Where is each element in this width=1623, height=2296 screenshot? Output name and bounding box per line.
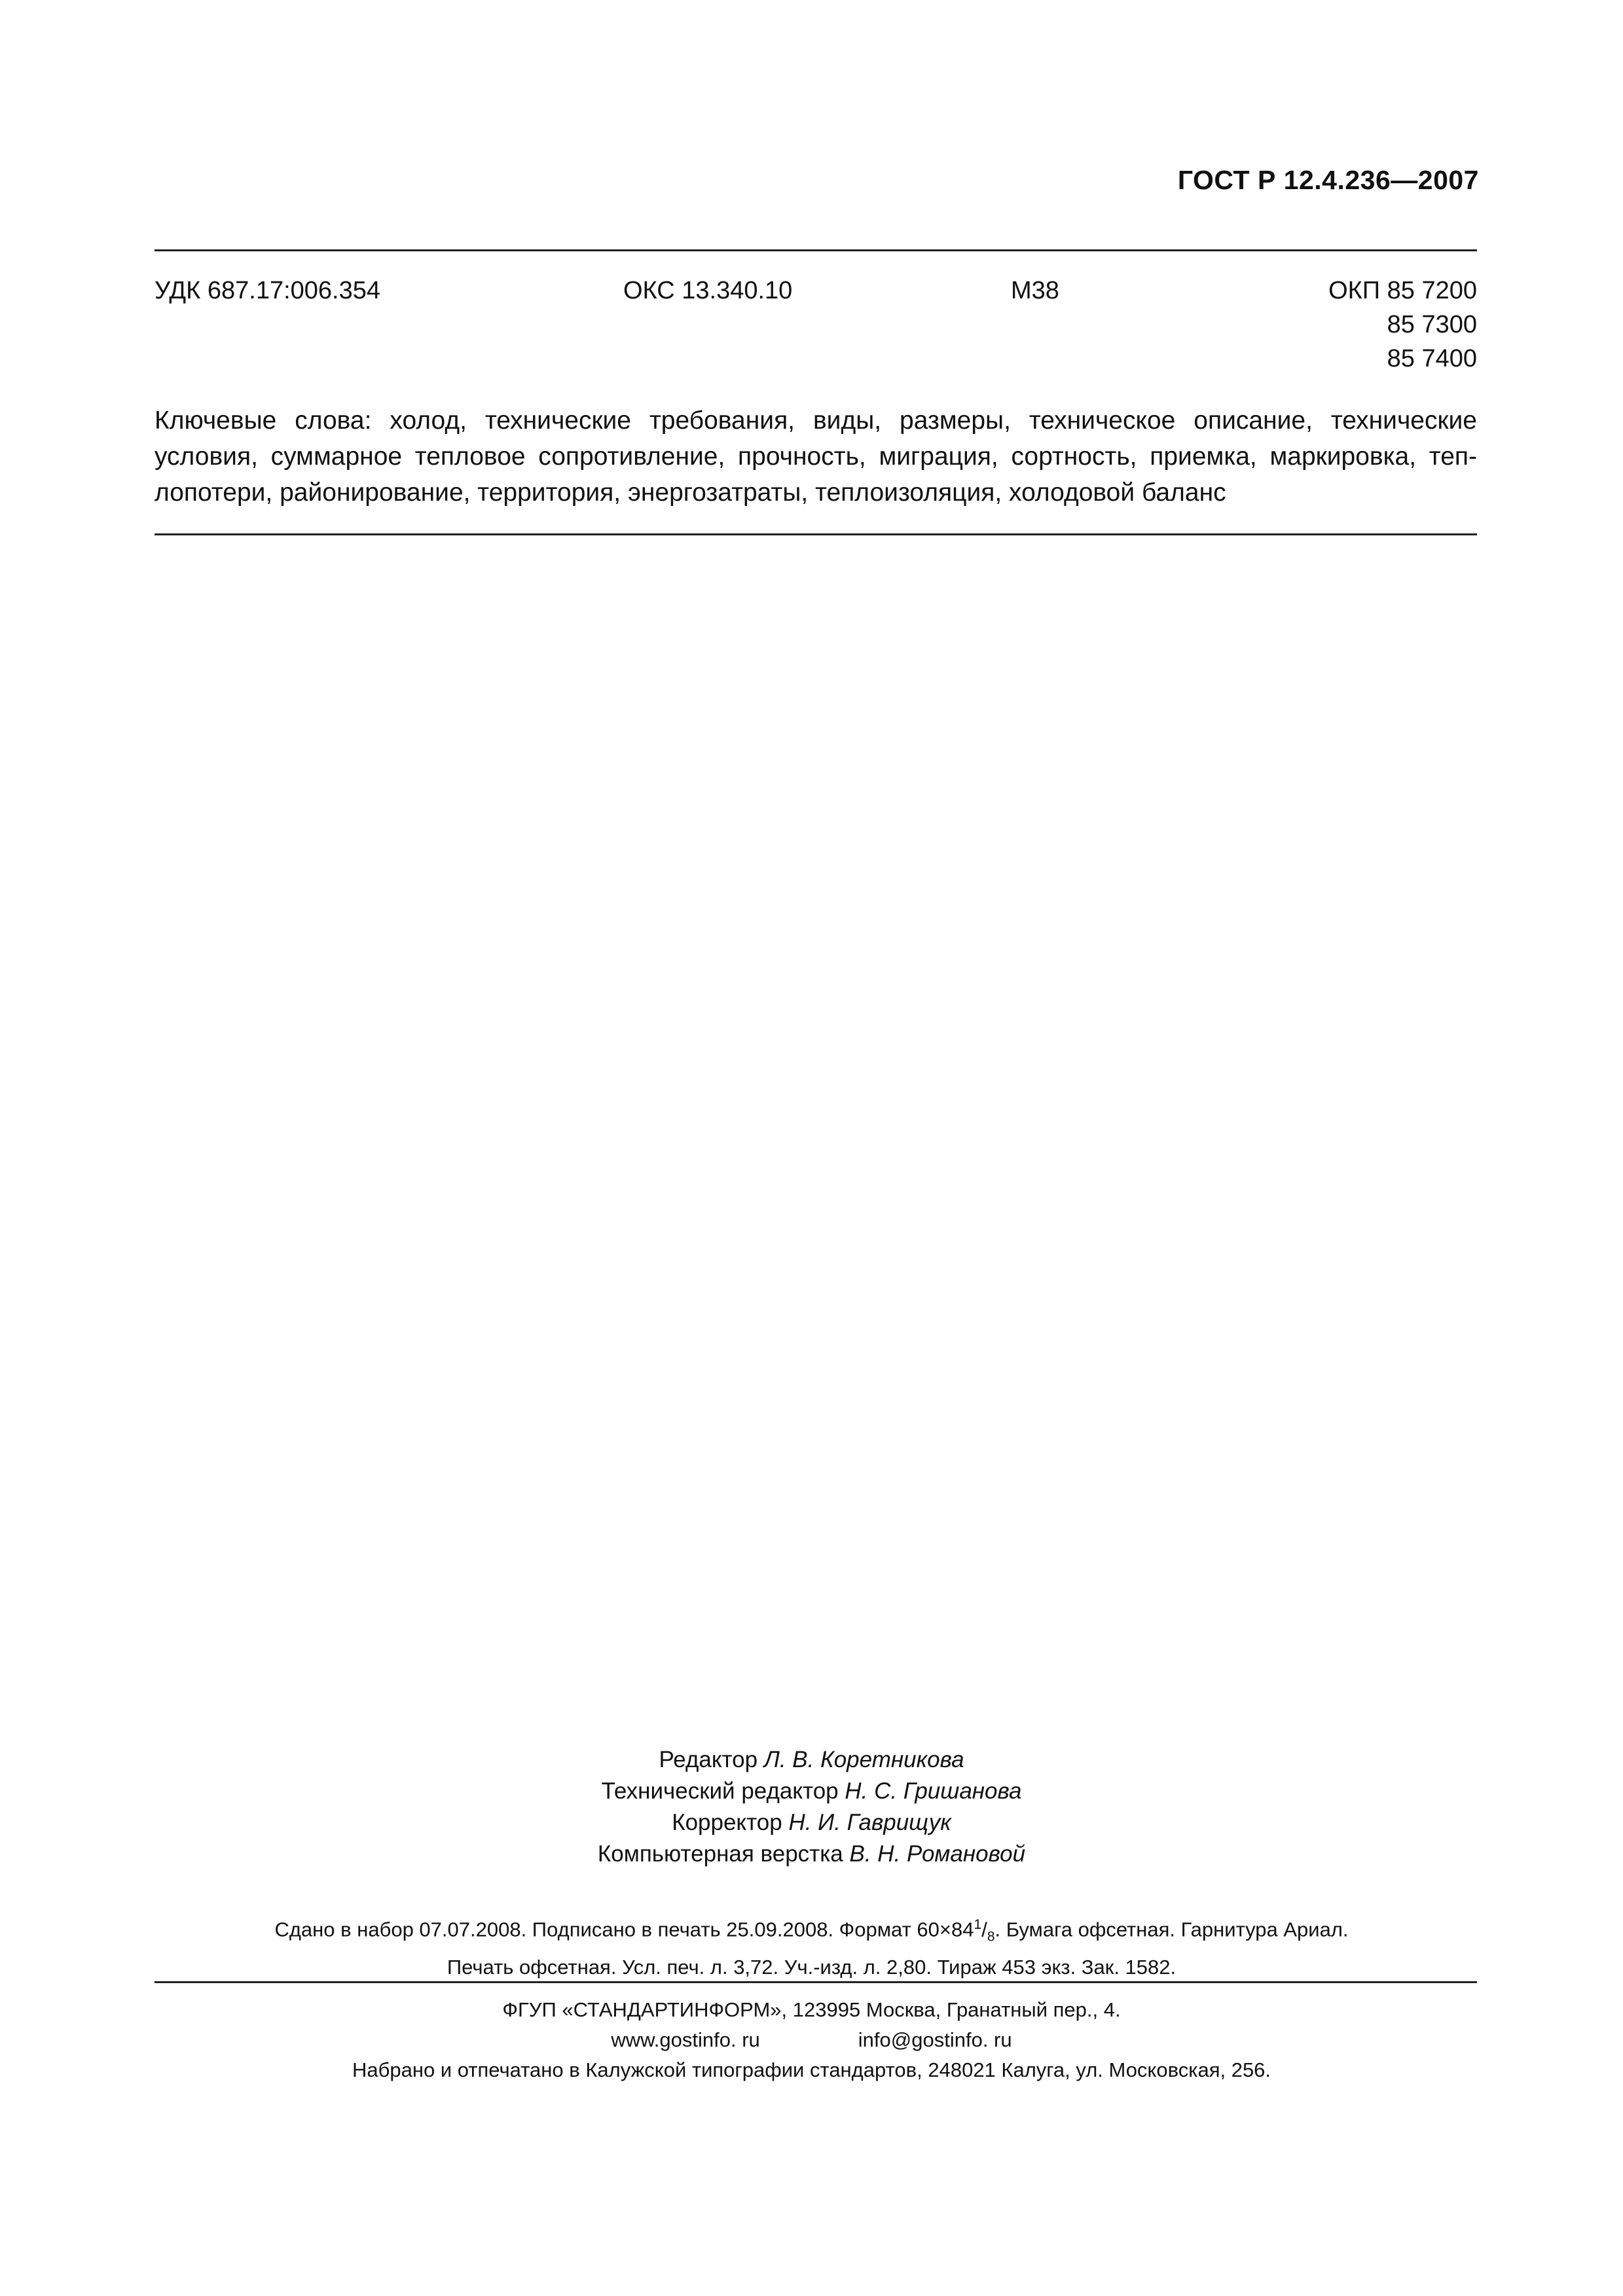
credit-line-proofreader [0, 1807, 1623, 1839]
print-info-text-cont: . Бумага офсетная. Гарнитура Ариал. [994, 1918, 1349, 1941]
credit-role: Редактор [659, 1747, 758, 1772]
credit-role: Корректор [672, 1810, 782, 1835]
credit-name: Л. В. Коретникова [763, 1747, 964, 1772]
footer-divider [155, 1981, 1477, 1983]
publisher-address: ФГУП «СТАНДАРТИНФОРМ», 123995 Москва, Гранатный пер., 4. [502, 1998, 1121, 2021]
okp-code-3: 85 7400 [1387, 345, 1477, 372]
credits-block [0, 1744, 1623, 1870]
top-divider [155, 249, 1477, 251]
email-link[interactable]: info@gostinfo. ru [858, 2028, 1012, 2051]
credit-line-tech-editor [0, 1776, 1623, 1807]
publisher-info [0, 1995, 1623, 2085]
udk-code: УДК 687.17:006.354 [155, 277, 381, 304]
gost-number: ГОСТ Р 12.4.236—2007 [1177, 165, 1479, 195]
website-link[interactable]: www.gostinfo. ru [611, 2028, 760, 2051]
print-info-line-2: Печать офсетная. Усл. печ. л. 3,72. Уч.-изд. л. 2,80. Тираж 453 экз. Зак. 1582. [447, 1955, 1176, 1979]
credit-line-editor [0, 1744, 1623, 1776]
print-info [0, 1910, 1623, 1982]
credit-line-layout [0, 1839, 1623, 1870]
credit-name: Н. С. Гришанова [845, 1778, 1022, 1804]
print-info-line-1 [0, 1910, 1623, 1952]
oks-code: ОКС 13.340.10 [623, 277, 793, 304]
okp-code-2: 85 7300 [1387, 311, 1477, 338]
keywords-divider [155, 533, 1477, 535]
credit-role: Технический редактор [601, 1778, 839, 1804]
classification-codes [155, 274, 1477, 378]
credit-name: Н. И. Гаврищук [788, 1810, 951, 1835]
publisher-contacts [0, 2025, 1623, 2055]
format-fraction-slash: / [981, 1918, 987, 1941]
print-info-text: Сдано в набор 07.07.2008. Подписано в печать 25.09.2008. Формат 60×84 [274, 1918, 974, 1941]
credit-name: В. Н. Романовой [849, 1841, 1026, 1867]
group-code: М38 [1011, 277, 1059, 304]
printer-info: Набрано и отпечатано в Калужской типографии стандартов, 248021 Калуга, ул. Московская, 256. [352, 2058, 1271, 2081]
format-fraction-denominator: 8 [987, 1929, 995, 1945]
credit-role: Компьютерная верстка [597, 1841, 843, 1867]
okp-codes [1328, 274, 1477, 376]
okp-code-1: ОКП 85 7200 [1328, 277, 1477, 304]
keywords-paragraph: Ключевые слова: холод, технические требования, виды, размеры, техническое описание, технические условия, суммарное тепловое сопротивление, прочность, миграция, сортность, приемка, маркировка, теп-лопотери, районирование, территория, энергозатраты, теплоизоляция, холодовой баланс [155, 406, 1477, 507]
format-fraction-numerator: 1 [974, 1917, 982, 1932]
